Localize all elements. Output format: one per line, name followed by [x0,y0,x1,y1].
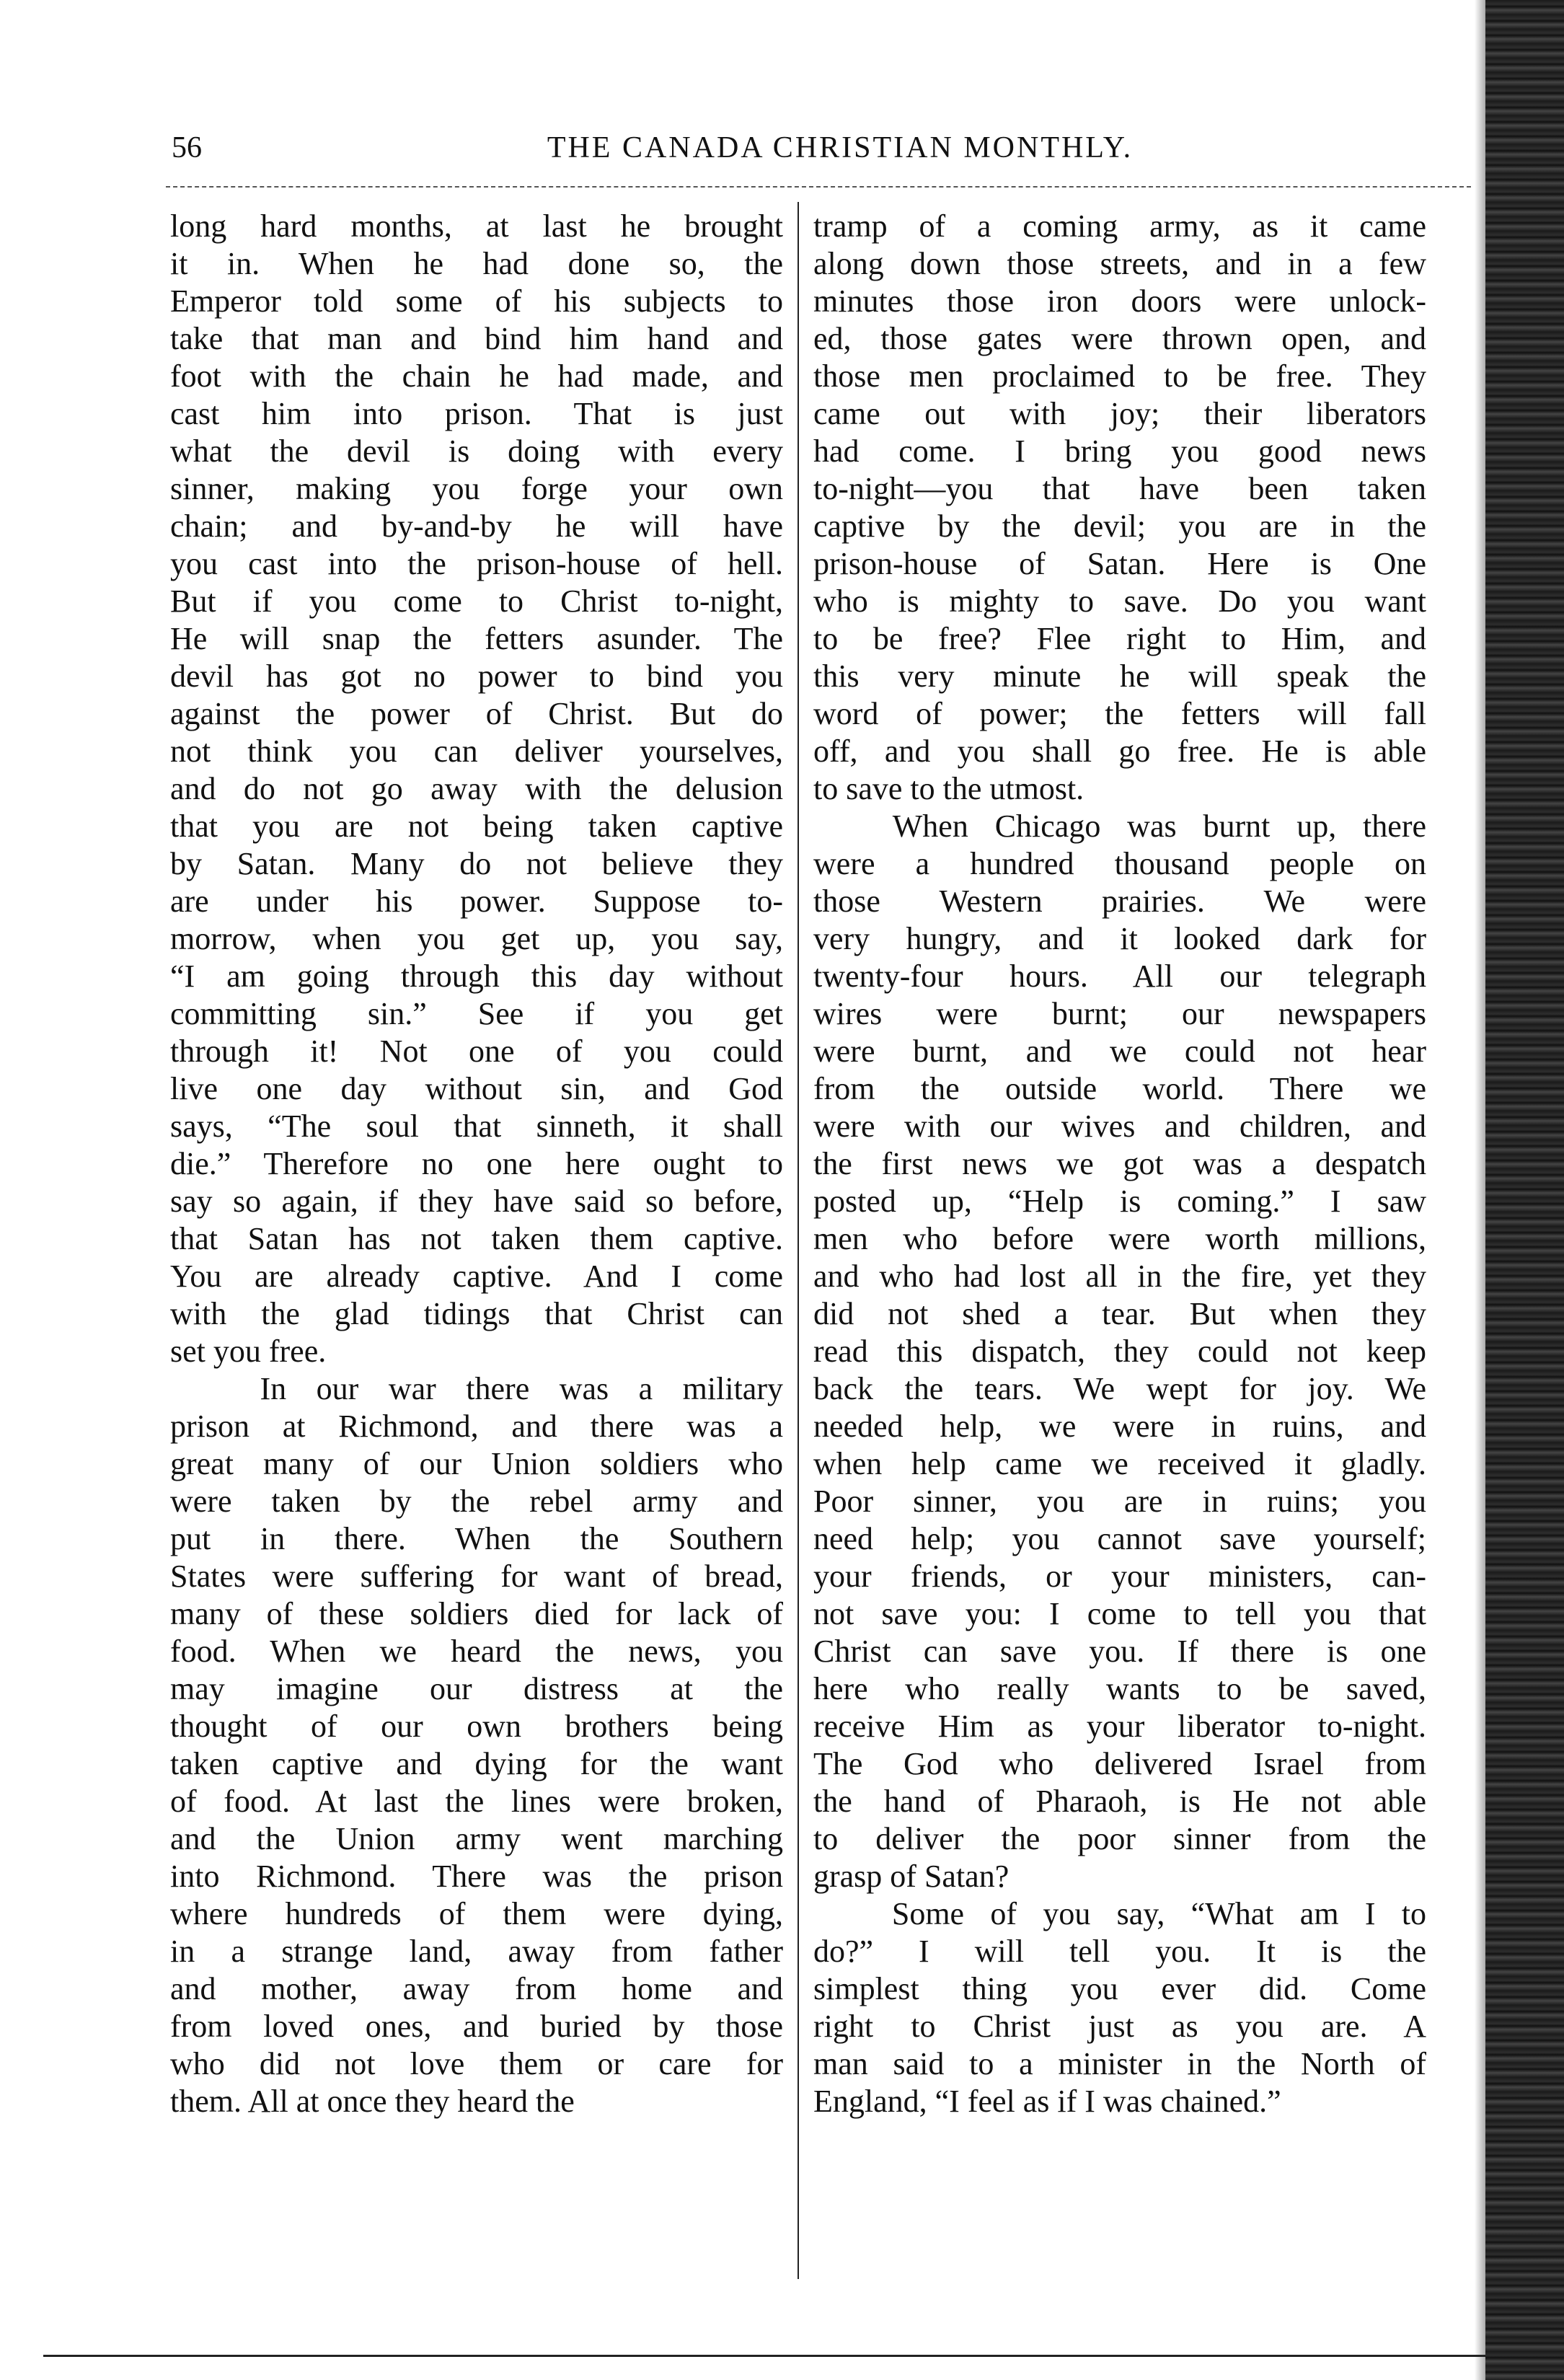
footer-rule [43,2355,1485,2357]
text-line: Christ can save you. If there is one [813,1634,1426,1669]
text-line: the first news we got was a despatch [813,1146,1426,1181]
text-line: need help; you cannot save yourself; [813,1521,1426,1556]
text-line: food. When we heard the news, you [170,1634,783,1669]
text-line: prison at Richmond, and there was a [170,1409,783,1444]
text-line: “I am going through this day without [170,958,783,994]
text-line: right to Christ just as you are. A [813,2009,1426,2044]
text-line: great many of our Union soldiers who [170,1446,783,1481]
text-line: set you free. [170,1334,327,1369]
text-line: did not shed a tear. But when they [813,1296,1426,1331]
text-line: live one day without sin, and God [170,1071,783,1106]
text-line: from loved ones, and buried by those [170,2009,783,2044]
text-line: men who before were worth millions, [813,1221,1426,1256]
text-line: England, “I feel as if I was chained.” [813,2084,1281,2119]
text-line: were with our wives and children, and [813,1109,1426,1144]
column-divider [798,202,799,2279]
text-line: were a hundred thousand people on [813,846,1426,881]
text-line: tramp of a coming army, as it came [813,208,1426,244]
text-line: and mother, away from home and [170,1971,783,2006]
text-line: against the power of Christ. But do [170,696,783,731]
text-line: had come. I bring you good news [813,433,1426,469]
text-line: who did not love them or care for [170,2046,783,2081]
text-line: are under his power. Suppose to- [170,883,783,919]
text-line: wires were burnt; our newspapers [813,996,1426,1031]
text-line: foot with the chain he had made, and [170,358,783,394]
text-line: very hungry, and it looked dark for [813,921,1426,956]
text-line: those men proclaimed to be free. They [813,358,1426,394]
text-line: and who had lost all in the fire, yet they [813,1259,1426,1294]
text-line: to deliver the poor sinner from the [813,1821,1426,1856]
text-line: But if you come to Christ to-night, [170,583,783,619]
text-line: and do not go away with the delusion [170,771,783,806]
text-line: that Satan has not taken them captive. [170,1221,783,1256]
text-line: your friends, or your ministers, can- [813,1559,1426,1594]
text-line: back the tears. We wept for joy. We [813,1371,1426,1406]
text-line: where hundreds of them were dying, [170,1896,783,1931]
text-line: not save you: I come to tell you that [813,1596,1426,1631]
text-line: this very minute he will speak the [813,658,1426,694]
text-line: posted up, “Help is coming.” I saw [813,1184,1426,1219]
right-column [813,208,1426,2120]
text-line: into Richmond. There was the prison [170,1859,783,1894]
text-line: States were suffering for want of bread, [170,1559,783,1594]
binding-edge [1485,0,1564,2380]
text-line: committing sin.” See if you get [170,996,783,1031]
text-line: were burnt, and we could not hear [813,1033,1426,1069]
text-line: devil has got no power to bind you [170,658,783,694]
text-line: die.” Therefore no one here ought to [170,1146,783,1181]
text-line: man said to a minister in the North of [813,2046,1426,2081]
text-line: Emperor told some of his subjects to [170,283,783,319]
text-line: sinner, making you forge your own [170,471,783,506]
text-line: not think you can deliver yourselves, [170,733,783,769]
text-line: were taken by the rebel army and [170,1484,783,1519]
text-line: off, and you shall go free. He is able [813,733,1426,769]
text-line: them. All at once they heard the [170,2084,575,2119]
text-line: those Western prairies. We were [813,883,1426,919]
header-rule [166,186,1471,188]
left-column [170,208,783,2120]
text-line: it in. When he had done so, the [170,246,783,281]
text-line: with the glad tidings that Christ can [170,1296,783,1331]
text-line: along down those streets, and in a few [813,246,1426,281]
text-line: that you are not being taken captive [170,808,783,844]
text-line: through it! Not one of you could [170,1033,783,1069]
text-line: what the devil is doing with every [170,433,783,469]
text-line: long hard months, at last he brought [170,208,783,244]
text-line: The God who delivered Israel from [813,1746,1426,1781]
text-line: needed help, we were in ruins, and [813,1409,1426,1444]
text-line: say so again, if they have said so before, [170,1184,783,1219]
text-line: in a strange land, away from father [170,1934,783,1969]
text-line: cast him into prison. That is just [170,396,783,431]
text-line: the hand of Pharaoh, is He not able [813,1784,1426,1819]
text-line: came out with joy; their liberators [813,396,1426,431]
text-line: captive by the devil; you are in the [813,508,1426,544]
text-line: In our war there was a military [170,1371,783,1406]
text-line: says, “The soul that sinneth, it shall [170,1109,783,1144]
text-line: morrow, when you get up, you say, [170,921,783,956]
text-line: Poor sinner, you are in ruins; you [813,1484,1426,1519]
text-line: minutes those iron doors were unlock- [813,283,1426,319]
text-line: When Chicago was burnt up, there [813,808,1426,844]
text-line: Some of you say, “What am I to [813,1896,1426,1931]
text-line: You are already captive. And I come [170,1259,783,1294]
text-line: chain; and by-and-by he will have [170,508,783,544]
text-line: receive Him as your liberator to-night. [813,1709,1426,1744]
text-line: from the outside world. There we [813,1071,1426,1106]
text-line: simplest thing you ever did. Come [813,1971,1426,2006]
text-line: by Satan. Many do not believe they [170,846,783,881]
text-line: when help came we received it gladly. [813,1446,1426,1481]
text-line: of food. At last the lines were broken, [170,1784,783,1819]
text-line: He will snap the fetters asunder. The [170,621,783,656]
text-line: prison-house of Satan. Here is One [813,546,1426,581]
running-head: THE CANADA CHRISTIAN MONTHLY. [547,131,1134,164]
text-line: may imagine our distress at the [170,1671,783,1706]
text-line: ed, those gates were thrown open, and [813,321,1426,356]
text-line: word of power; the fetters will fall [813,696,1426,731]
text-line: to save to the utmost. [813,771,1084,806]
text-line: take that man and bind him hand and [170,321,783,356]
text-line: to be free? Flee right to Him, and [813,621,1426,656]
page-number: 56 [172,131,202,164]
text-line: do?” I will tell you. It is the [813,1934,1426,1969]
text-line: grasp of Satan? [813,1859,1009,1894]
text-line: thought of our own brothers being [170,1709,783,1744]
text-line: you cast into the prison-house of hell. [170,546,783,581]
text-line: read this dispatch, they could not keep [813,1334,1426,1369]
text-line: to-night—you that have been taken [813,471,1426,506]
text-line: here who really wants to be saved, [813,1671,1426,1706]
text-line: and the Union army went marching [170,1821,783,1856]
text-line: who is mighty to save. Do you want [813,583,1426,619]
text-line: many of these soldiers died for lack of [170,1596,783,1631]
text-line: taken captive and dying for the want [170,1746,783,1781]
text-line: twenty-four hours. All our telegraph [813,958,1426,994]
text-line: put in there. When the Southern [170,1521,783,1556]
